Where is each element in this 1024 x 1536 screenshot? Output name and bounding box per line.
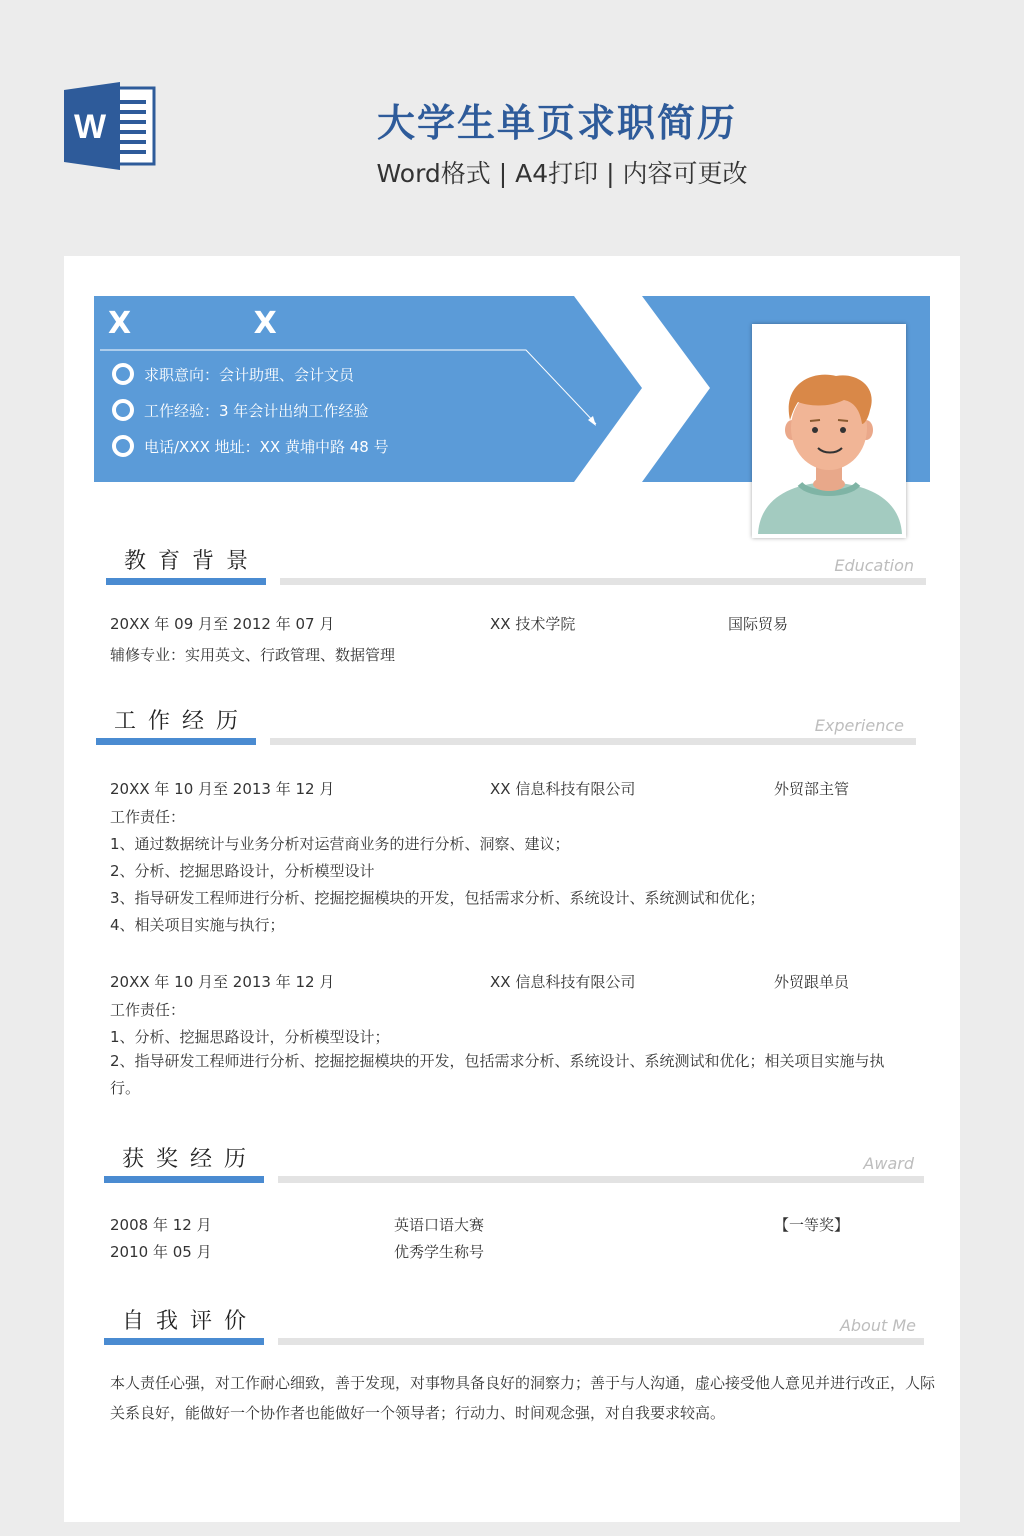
award-name: 英语口语大赛 <box>394 1216 485 1234</box>
info-experience: 工作经验：3 年会计出纳工作经验 <box>144 401 369 420</box>
page-title: 大学生单页求职简历 <box>376 101 737 145</box>
info-row-experience <box>112 398 368 422</box>
job2-duty: 1、分析、挖掘思路设计，分析模型设计； <box>110 1028 390 1046</box>
job2-period: 20XX 年 10 月至 2013 年 12 月 <box>110 973 335 991</box>
resume-paper <box>64 256 960 1522</box>
edu-major: 国际贸易 <box>728 615 789 633</box>
avatar <box>752 324 906 538</box>
circle-bullet-icon <box>112 399 134 421</box>
info-row-contact <box>112 434 389 458</box>
award-level: 【一等奖】 <box>774 1216 850 1234</box>
info-intent: 求职意向：会计助理、会计文员 <box>144 365 355 384</box>
about-text: 本人责任心强，对工作耐心细致，善于发现，对事物具备良好的洞察力；善于与人沟通，虚心接受他人意见并进行改正，人际关系良好，能做好一个协作者也能做好一个领导者；行动力、时间观念强，对自我要求较高。 <box>110 1374 936 1422</box>
section-en-experience: Experience <box>814 716 904 735</box>
job1-duty-label: 工作责任： <box>110 808 186 826</box>
job1-duty: 3、指导研发工程师进行分析、挖掘挖掘模块的开发，包括需求分析、系统设计、系统测试和优化； <box>110 889 765 907</box>
award-date: 2010 年 05 月 <box>110 1243 212 1261</box>
section-title-experience: 工作经历 <box>114 709 251 734</box>
section-underline <box>106 578 266 585</box>
job1-company: XX 信息科技有限公司 <box>490 780 636 798</box>
section-en-education: Education <box>834 556 914 575</box>
circle-bullet-icon <box>112 435 134 457</box>
avatar-illustration <box>752 324 906 538</box>
section-title-about: 自我评价 <box>122 1309 259 1334</box>
job2-position: 外贸跟单员 <box>774 973 850 991</box>
section-en-about: About Me <box>839 1316 916 1335</box>
word-logo-letter: W <box>73 108 107 146</box>
edu-minor: 辅修专业：实用英文、行政管理、数据管理 <box>110 646 396 664</box>
section-underline <box>104 1176 264 1183</box>
circle-bullet-icon <box>112 363 134 385</box>
job1-duty: 2、分析、挖掘思路设计，分析模型设计 <box>110 862 375 880</box>
info-row-intent <box>112 362 354 386</box>
section-rule <box>270 738 916 745</box>
section-awards <box>64 1142 960 1202</box>
section-underline <box>96 738 256 745</box>
job1-duty: 4、相关项目实施与执行； <box>110 916 285 934</box>
section-title-education: 教育背景 <box>124 549 261 574</box>
candidate-name: X X <box>108 306 333 341</box>
info-contact: 电话/XXX 地址：XX 黄埔中路 48 号 <box>144 437 389 456</box>
award-name: 优秀学生称号 <box>394 1243 485 1261</box>
section-underline <box>104 1338 264 1345</box>
job1-period: 20XX 年 10 月至 2013 年 12 月 <box>110 780 335 798</box>
page-subtitle: Word格式 | A4打印 | 内容可更改 <box>376 159 748 188</box>
job2-company: XX 信息科技有限公司 <box>490 973 636 991</box>
edu-period: 20XX 年 09 月至 2012 年 07 月 <box>110 615 335 633</box>
award-date: 2008 年 12 月 <box>110 1216 212 1234</box>
section-experience <box>64 704 960 764</box>
edu-school: XX 技术学院 <box>490 615 576 633</box>
job1-duty: 1、通过数据统计与业务分析对运营商业务的进行分析、洞察、建议； <box>110 835 570 853</box>
section-education <box>64 544 960 604</box>
job2-duty-label: 工作责任： <box>110 1001 186 1019</box>
job2-duty: 2、指导研发工程师进行分析、挖掘挖掘模块的开发，包括需求分析、系统设计、系统测试和优化；相关项目实施与执行。 <box>110 1052 885 1097</box>
section-about <box>64 1304 960 1364</box>
section-rule <box>278 1338 924 1345</box>
section-en-awards: Award <box>863 1154 914 1173</box>
section-rule <box>278 1176 924 1183</box>
job1-position: 外贸部主管 <box>774 780 850 798</box>
section-title-awards: 获奖经历 <box>122 1147 259 1172</box>
section-rule <box>280 578 926 585</box>
